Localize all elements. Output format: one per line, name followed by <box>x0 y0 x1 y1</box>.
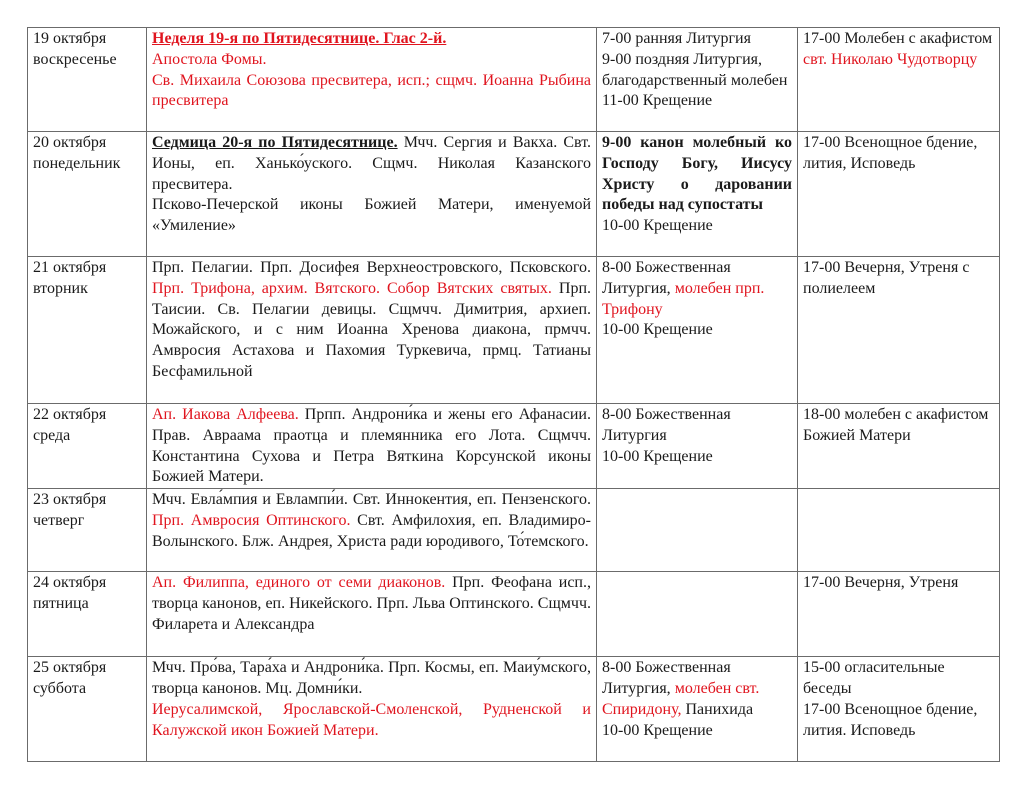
date: 19 октября <box>33 30 107 47</box>
text-run: 10-00 Крещение <box>602 217 713 235</box>
text-run: 17-00 Всенощное бдение, лития. Исповедь <box>803 700 978 739</box>
text-run: 10-00 Крещение <box>602 447 713 465</box>
text-run: 18-00 молебен с акафистом Божией Матери <box>803 406 989 444</box>
text-run: Панихида <box>681 700 754 718</box>
text-run: Мчч. Про́ва, Тара́ха и Андрони́ка. Прп. Космы, еп. Маиу́мского, творца канонов. Мц. Домни́ки. <box>152 659 591 697</box>
evening-services-cell <box>798 257 1000 404</box>
evening-services-cell <box>798 132 1000 257</box>
morning-services-cell <box>597 28 798 132</box>
table-row <box>28 132 1000 257</box>
date: 21 октября <box>33 259 107 276</box>
saints-cell <box>147 404 597 489</box>
text-run: 8-00 Божественная Литургия, <box>602 259 731 297</box>
morning-services-cell <box>597 572 798 657</box>
date: 22 октября <box>33 406 107 423</box>
text-run: 17-00 Молебен с акафистом <box>803 30 993 47</box>
date: 23 октября <box>33 491 107 509</box>
date-cell <box>28 132 147 257</box>
saints-cell <box>147 572 597 657</box>
date-cell <box>28 404 147 489</box>
text-run: Псково-Печерской иконы Божией Матери, именуемой «Умиление» <box>152 196 591 235</box>
highlighted-text: Ап. Иакова Алфеева. <box>152 406 299 423</box>
text-run: 11-00 Крещение <box>602 92 713 110</box>
evening-services-cell <box>798 489 1000 572</box>
saints-cell <box>147 257 597 404</box>
text-run: 15-00 огласительные беседы <box>803 659 945 697</box>
highlighted-text: Иерусалимской, Ярославской-Смоленской, Рудненской и Калужской икон Божией Матери. <box>152 700 591 739</box>
table-row <box>28 657 1000 762</box>
table-row <box>28 489 1000 572</box>
evening-services-cell <box>798 28 1000 132</box>
highlighted-text: молебен свт. Спиридону, <box>602 679 760 718</box>
text-run: 10-00 Крещение <box>602 721 713 739</box>
morning-services-cell <box>597 257 798 404</box>
text-run: 10-00 Крещение <box>602 321 713 339</box>
evening-services-cell <box>798 572 1000 657</box>
date: 25 октября <box>33 659 107 677</box>
table-row <box>28 572 1000 657</box>
date-cell <box>28 257 147 404</box>
saints-cell <box>147 28 597 132</box>
weekday: вторник <box>33 279 88 297</box>
text-run: Мчч. Евла́мпия и Евлампи́и. Свт. Иннокентия, еп. Пензенского. <box>152 491 591 509</box>
evening-services-cell <box>798 657 1000 762</box>
date-cell <box>28 28 147 132</box>
schedule-body <box>28 28 1000 762</box>
text-run: Прп. Феофана исп., творца канонов, еп. Никейского. Прп. Льва Оптинского. Сщмчч. Филарета и Александра <box>152 574 591 633</box>
weekday: воскресенье <box>33 50 117 68</box>
text-run: 17-00 Вечерня, Утреня с полиелеем <box>803 259 970 297</box>
text-run: Прп. Таисии. Св. Пелагии девицы. Сщмчч. Димитрия, архиеп. Можайского, и с ним Иоанна Хренова диакона, прмчч. Амвросия Астахова и Пахомия Туркевича, прмц. Татианы Бесфамильной <box>152 279 592 380</box>
morning-services-cell <box>597 132 798 257</box>
morning-services-cell <box>597 404 798 489</box>
highlighted-text: Неделя 19-я по Пятидесятнице. Глас 2-й. <box>152 30 447 47</box>
date: 20 октября <box>33 134 107 151</box>
highlighted-text: молебен прп. Трифону <box>602 279 765 318</box>
date-cell <box>28 657 147 762</box>
table-row <box>28 28 1000 132</box>
highlighted-text: Св. Михаила Союзова пресвитера, исп.; сщмч. Иоанна Рыбина пресвитера <box>152 71 591 110</box>
highlighted-text: Ап. Филиппа, единого от семи диаконов. <box>152 574 446 592</box>
text-run: Седмица 20-я по Пятидесятнице. <box>152 134 398 151</box>
date-cell <box>28 489 147 572</box>
text-run: 9-00 поздняя Литургия, благодарственный молебен <box>602 50 788 89</box>
text-run: 17-00 Всенощное бдение, лития, Исповедь <box>803 134 978 172</box>
service-schedule-table <box>27 27 1000 762</box>
table-row <box>28 257 1000 404</box>
weekday: четверг <box>33 511 85 529</box>
morning-services-cell <box>597 489 798 572</box>
text-run: 9-00 канон молебный ко Господу Богу, Иисусу Христу о даровании победы над супостаты <box>602 134 792 214</box>
weekday: суббота <box>33 679 87 697</box>
highlighted-text: Прп. Трифона, архим. Вятского. Собор Вятских святых. <box>152 279 552 297</box>
saints-cell <box>147 657 597 762</box>
text-run: Свт. Амфилохия, еп. Владимиро-Волынского. Блж. Андрея, Христа ради юродивого, То́темского. <box>152 511 591 550</box>
text-run: 8-00 Божественная Литургия <box>602 406 731 444</box>
morning-services-cell <box>597 657 798 762</box>
highlighted-text: Апостола Фомы. <box>152 50 267 68</box>
highlighted-text: Прп. Амвросия Оптинского. <box>152 511 351 529</box>
text-run: Прпп. Андрони́ка и жены его Афанасии. Прав. Авраама праотца и племянника его Лота. Сщмчч. Константина Сухова и Петра Вяткина Корсунской иконы Божией Матери. <box>152 406 591 486</box>
weekday: пятница <box>33 594 89 612</box>
text-run: Прп. Пелагии. Прп. Досифея Верхнеостровского, Псковского. <box>152 259 591 276</box>
date: 24 октября <box>33 574 107 592</box>
weekday: понедельник <box>33 154 121 172</box>
evening-services-cell <box>798 404 1000 489</box>
text-run: Мчч. Сергия и Вакха. Свт. Ионы, еп. Ханько́уского. Сщмч. Николая Казанского пресвитера. <box>152 134 591 193</box>
highlighted-text: свт. Николаю Чудотворцу <box>803 50 978 68</box>
text-run: 8-00 Божественная Литургия, <box>602 659 731 697</box>
text-run: 17-00 Вечерня, Утреня <box>803 574 959 592</box>
weekday: среда <box>33 426 71 444</box>
date-cell <box>28 572 147 657</box>
saints-cell <box>147 489 597 572</box>
text-run: 7-00 ранняя Литургия <box>602 30 751 47</box>
table-row <box>28 404 1000 489</box>
saints-cell <box>147 132 597 257</box>
